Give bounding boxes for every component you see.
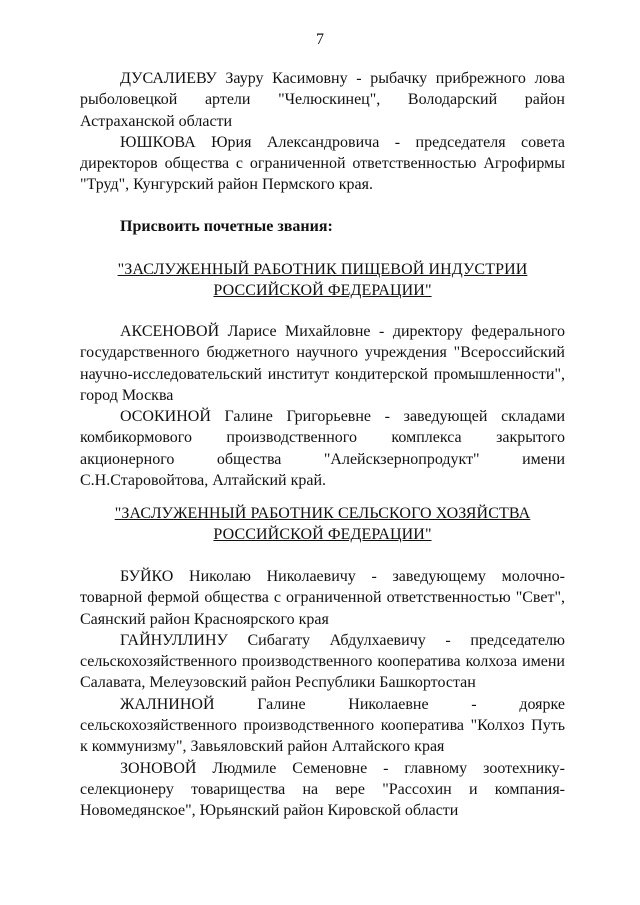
award-entry: ЗОНОВОЙ Людмиле Семеновне - главному зоотехнику-селекционеру товарищества на вере "Рассохин и компания-Новомедянское", Юрьянский район Кировской области (80, 759, 565, 820)
award-list-top (80, 68, 565, 196)
page-number: 7 (316, 31, 324, 48)
award-entry: ЖАЛНИНОЙ Галине Николаевне - доярке сельскохозяйственного производственного кооператива "Колхоз Путь к коммунизму", Завьяловский район Алтайского края (80, 695, 565, 756)
title-line: РОССИЙСКОЙ ФЕДЕРАЦИИ" (213, 282, 432, 300)
title-line: "ЗАСЛУЖЕННЫЙ РАБОТНИК ПИЩЕВОЙ ИНДУСТРИИ (117, 261, 528, 278)
award-entry: ДУСАЛИЕВУ Зауру Касимовну - рыбачку прибрежного лова рыболовецкой артели "Челюскинец", Володарский район Астраханской области (80, 70, 565, 130)
title-line: "ЗАСЛУЖЕННЫЙ РАБОТНИК СЕЛЬСКОГО ХОЗЯЙСТВА (114, 505, 531, 522)
award-list-food-industry (80, 321, 565, 491)
award-entry: ЮШКОВА Юрия Александровича - председателя совета директоров общества с ограниченной ответственностью Агрофирмы "Труд", Кунгурский район Пермского края. (80, 133, 565, 194)
honorary-title-agriculture (80, 503, 565, 546)
award-entry: АКСЕНОВОЙ Ларисе Михайловне - директору федерального государственного бюджетного научного учреждения "Всероссийский научно-исследовательский институт кондитерской промышленности", город Москва (80, 323, 565, 404)
award-list-agriculture (80, 566, 565, 822)
award-entry: ОСОКИНОЙ Галине Григорьевне - заведующей складами комбикормового производственного комплекса закрытого акционерного общества "Алейскзернопродукт" имени С.Н.Старовойтова, Алтайский край. (80, 408, 565, 490)
award-entry: ГАЙНУЛЛИНУ Сибагату Абдулхаевичу - председателю сельскохозяйственного производственного кооператива колхоза имени Салавата, Мелеузовский район Республики Башкортостан (80, 631, 565, 692)
honorary-title-food-industry (80, 259, 565, 302)
assign-titles-heading: Присвоить почетные звания: (120, 218, 333, 235)
award-entry: БУЙКО Николаю Николаевичу - заведующему молочно-товарной фермой общества с ограниченной ответственностью "Свет", Саянский район Красноярского края (80, 568, 565, 628)
title-line: РОССИЙСКОЙ ФЕДЕРАЦИИ" (213, 526, 432, 544)
